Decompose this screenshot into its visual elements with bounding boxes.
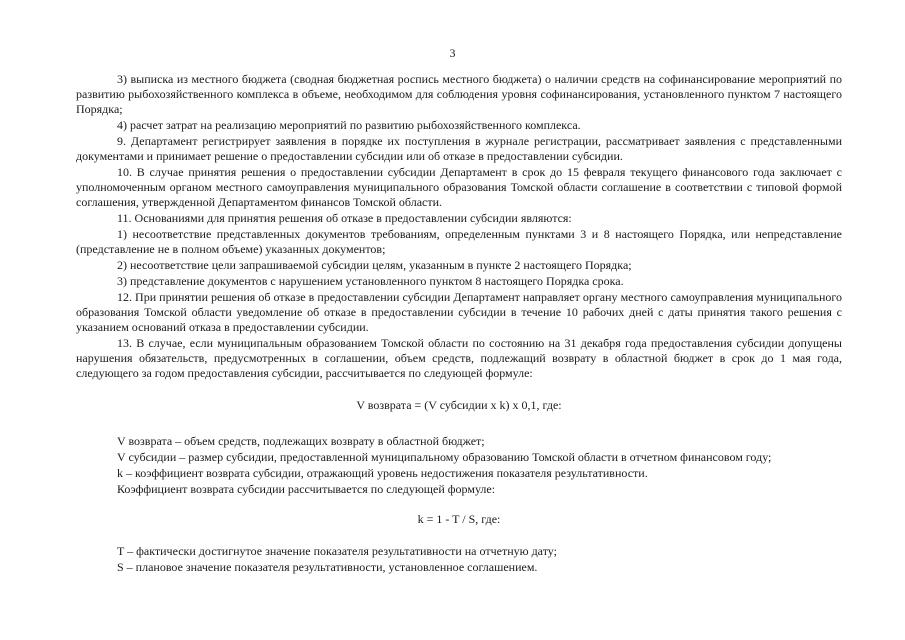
definition-s: S – плановое значение показателя результативности, установленное соглашением. [117,560,538,574]
paragraph-coefficient-intro: Коэффициент возврата субсидии рассчитывается по следующей формуле: [117,482,496,496]
definition-v-subsidy: V субсидии – размер субсидии, предоставленной муниципальному образованию Томской области в отчетном финансовом году; [117,450,772,464]
formula-coefficient: k = 1 - T / S, где: [417,512,501,526]
document-body [76,72,842,576]
paragraph-item-3-budget-extract: 3) выписка из местного бюджета (сводная бюджетная роспись местного бюджета) о наличии средств на софинансирование мероприятий по развитию рыбохозяйственного комплекса в объеме, необходимом для соблюдения уровня софинансирования, установленного пунктом 7 настоящего Порядка; [76,72,842,116]
paragraph-clause-11-item-1: 1) несоответствие представленных документов требованиям, определенным пунктами 3 и 8 настоящего Порядка, или непредставление (представление не в полном объеме) указанных документов; [76,227,842,256]
paragraph-item-4-cost-calculation: 4) расчет затрат на реализацию мероприятий по развитию рыбохозяйственного комплекса. [117,118,581,132]
definition-k: k – коэффициент возврата субсидии, отражающий уровень недостижения показателя результативности. [117,466,648,480]
paragraph-clause-10: 10. В случае принятия решения о предоставлении субсидии Департамент в срок до 15 февраля текущего финансового года заключает с уполномоченным органом местного самоуправления муниципального образования Томской области соглашение в соответствии с типовой формой соглашения, утвержденной Департаментом финансов Томской области. [76,165,842,209]
definition-v-return: V возврата – объем средств, подлежащих возврату в областной бюджет; [117,434,485,448]
paragraph-clause-9: 9. Департамент регистрирует заявления в порядке их поступления в журнале регистрации, рассматривает заявления с представленными документами и принимает решение о предоставлении субсидии или об отказе в предоставлении субсидии. [76,134,842,163]
paragraph-clause-11-item-3: 3) представление документов с нарушением установленного пунктом 8 настоящего Порядка срока. [117,274,624,288]
definition-t: T – фактически достигнутое значение показателя результативности на отчетную дату; [117,544,557,558]
paragraph-clause-11: 11. Основаниями для принятия решения об отказе в предоставлении субсидии являются: [117,211,572,225]
page-number: 3 [449,46,456,60]
paragraph-clause-12: 12. При принятии решения об отказе в предоставлении субсидии Департамент направляет органу местного самоуправления муниципального образования Томской области уведомление об отказе в предоставлении субсидии в течение 10 рабочих дней с даты принятия такого решения с указанием оснований отказа в предоставлении субсидии. [76,290,842,334]
formula-return-volume: V возврата = (V субсидии x k) x 0,1, где: [356,398,562,412]
paragraph-clause-11-item-2: 2) несоответствие цели запрашиваемой субсидии целям, указанным в пункте 2 настоящего Порядка; [117,258,632,272]
paragraph-clause-13: 13. В случае, если муниципальным образованием Томской области по состоянию на 31 декабря года предоставления субсидии допущены нарушения обязательств, предусмотренных в соглашении, объем средств, подлежащий возврату в областной бюджет в срок до 1 мая года, следующего за годом предоставления субсидии, рассчитывается по следующей формуле: [76,336,842,380]
